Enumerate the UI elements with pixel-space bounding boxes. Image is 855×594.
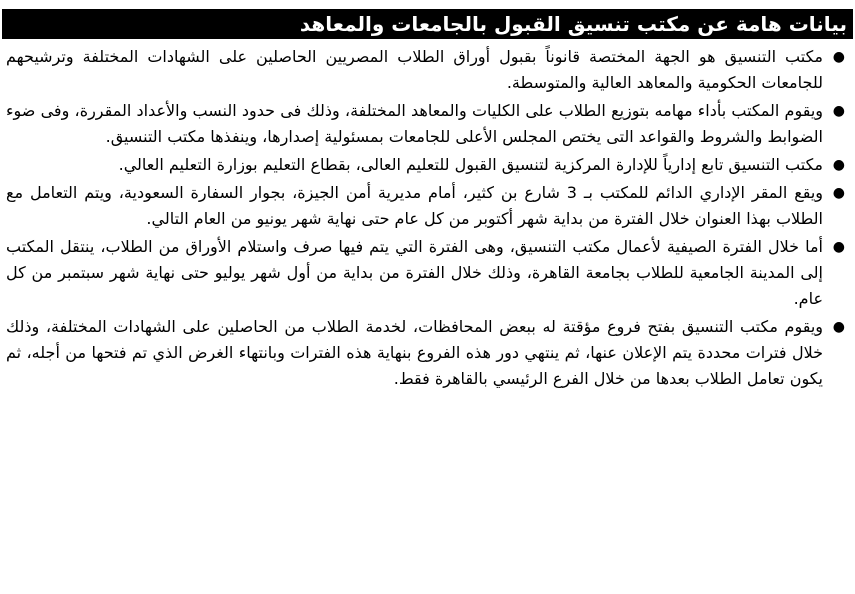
bullet-icon: ●: [832, 185, 845, 201]
bullet-icon: ●: [832, 239, 845, 255]
list-item: [6, 98, 851, 150]
paragraph-text: ويقوم المكتب بأداء مهامه بتوزيع الطلاب على الكليات والمعاهد المختلفة، وذلك فى حدود النسب والأعداد المقررة، وفى ضوء الضوابط والشروط والقواعد التى يختص المجلس الأعلى للجامعات بمسئولية إصدارها، وينفذها مكتب التنسيق.: [6, 101, 823, 146]
list-item: [6, 44, 851, 96]
paragraph-text: أما خلال الفترة الصيفية لأعمال مكتب التنسيق، وهى الفترة التي يتم فيها صرف واستلام الأوراق من الطلاب، ينتقل المكتب إلى المدينة الجامعية للطلاب بجامعة القاهرة، وذلك خلال الفترة من بداية من أول شهر يوليو حتى نهاية شهر سبتمبر من كل عام.: [6, 237, 823, 308]
list-item: [6, 314, 851, 392]
list-item: [6, 152, 851, 178]
page-title: بيانات هامة عن مكتب تنسيق القبول بالجامعات والمعاهد: [2, 9, 853, 39]
bullet-icon: ●: [832, 319, 845, 335]
paragraph-text: مكتب التنسيق تابع إدارياً للإدارة المركزية لتنسيق القبول للتعليم العالى، بقطاع التعليم بوزارة التعليم العالي.: [118, 155, 823, 174]
bullet-icon: ●: [832, 103, 845, 119]
paragraph-text: ويقوم مكتب التنسيق بفتح فروع مؤقتة له ببعض المحافظات، لخدمة الطلاب من الحاصلين على الشهادات المختلفة، وذلك خلال فترات محددة يتم الإعلان عنها، ثم ينتهي دور هذه الفروع بنهاية هذه الفترات وبانتهاء الغرض الذي تم فتحها من أجله، ثم يكون تعامل الطلاب بعدها من خلال الفرع الرئيسي بالقاهرة فقط.: [6, 317, 823, 388]
list-item: [6, 180, 851, 232]
paragraph-text: ويقع المقر الإداري الدائم للمكتب بـ 3 شارع بن كثير، أمام مديرية أمن الجيزة، بجوار السفارة السعودية، ويتم التعامل مع الطلاب بهذا العنوان خلال الفترة من بداية شهر أكتوبر من كل عام حتى نهاية شهر يونيو من العام التالي.: [6, 183, 824, 228]
paragraph-text: مكتب التنسيق هو الجهة المختصة قانوناً بقبول أوراق الطلاب المصريين الحاصلين على الشهادات المختلفة وترشيحهم للجامعات الحكومية والمعاهد العالية والمتوسطة.: [6, 47, 823, 92]
info-list: [6, 44, 851, 392]
bullet-icon: ●: [832, 157, 845, 173]
bullet-icon: ●: [832, 49, 845, 65]
list-item: [6, 234, 851, 312]
